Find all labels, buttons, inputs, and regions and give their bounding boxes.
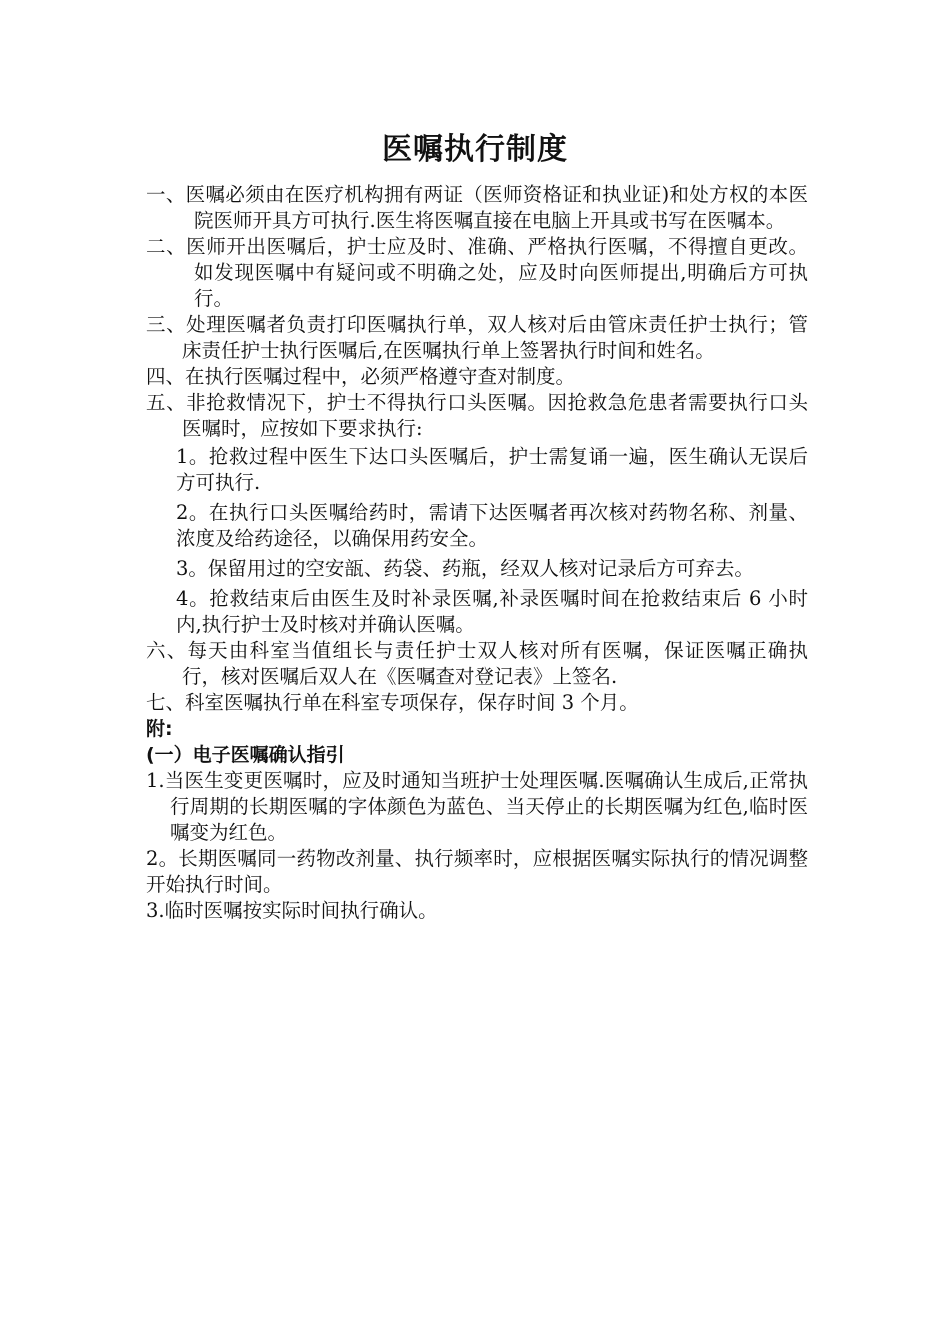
- rule-item-3: 三、处理医嘱者负责打印医嘱执行单，双人核对后由管床责任护士执行；管床责任护士执行医嘱后,在医嘱执行单上签署执行时间和姓名。: [146, 313, 808, 362]
- rule-item-4: 四、在执行医嘱过程中，必须严格遵守查对制度。: [146, 365, 576, 388]
- appendix-item-3: 3.临时医嘱按实际时间执行确认。: [146, 899, 438, 922]
- document-body: [146, 182, 808, 924]
- rule-item-1: 一、医嘱必须由在医疗机构拥有两证（医师资格证和执业证)和处方权的本医院医师开具方可执行.医生将医嘱直接在电脑上开具或书写在医嘱本。: [146, 183, 808, 232]
- rule-subitem-2: 2。在执行口头医嘱给药时，需请下达医嘱者再次核对药物名称、剂量、浓度及给药途径，以确保用药安全。: [176, 501, 808, 550]
- rule-item-7: 七、科室医嘱执行单在科室专项保存，保存时间 3 个月。: [146, 691, 639, 714]
- appendix-label: 附:: [146, 718, 173, 740]
- rule-item-6: 六、每天由科室当值组长与责任护士双人核对所有医嘱，保证医嘱正确执行，核对医嘱后双人在《医嘱查对登记表》上签名.: [146, 639, 808, 688]
- document-title: 医嘱执行制度: [382, 132, 568, 167]
- appendix-item-1: 1.当医生变更医嘱时，应及时通知当班护士处理医嘱.医嘱确认生成后,正常执行周期的长期医嘱的字体颜色为蓝色、当天停止的长期医嘱为红色,临时医嘱变为红色。: [146, 769, 808, 844]
- appendix-item-2: 2。长期医嘱同一药物改剂量、执行频率时，应根据医嘱实际执行的情况调整开始执行时间。: [146, 847, 808, 896]
- rule-subitem-3: 3。保留用过的空安瓿、药袋、药瓶，经双人核对记录后方可弃去。: [176, 557, 754, 580]
- rule-item-2: 二、医师开出医嘱后，护士应及时、准确、严格执行医嘱，不得擅自更改。如发现医嘱中有疑问或不明确之处，应及时向医师提出,明确后方可执行。: [146, 235, 808, 310]
- appendix-heading: (一）电子医嘱确认指引: [146, 744, 345, 766]
- rule-subitem-1: 1。抢救过程中医生下达口头医嘱后，护士需复诵一遍，医生确认无误后方可执行.: [176, 445, 808, 494]
- rule-item-5: 五、非抢救情况下，护士不得执行口头医嘱。因抢救急危患者需要执行口头医嘱时，应按如下要求执行:: [146, 391, 808, 440]
- rule-subitem-4: 4。抢救结束后由医生及时补录医嘱,补录医嘱时间在抢救结束后 6 小时内,执行护士及时核对并确认医嘱。: [176, 587, 808, 636]
